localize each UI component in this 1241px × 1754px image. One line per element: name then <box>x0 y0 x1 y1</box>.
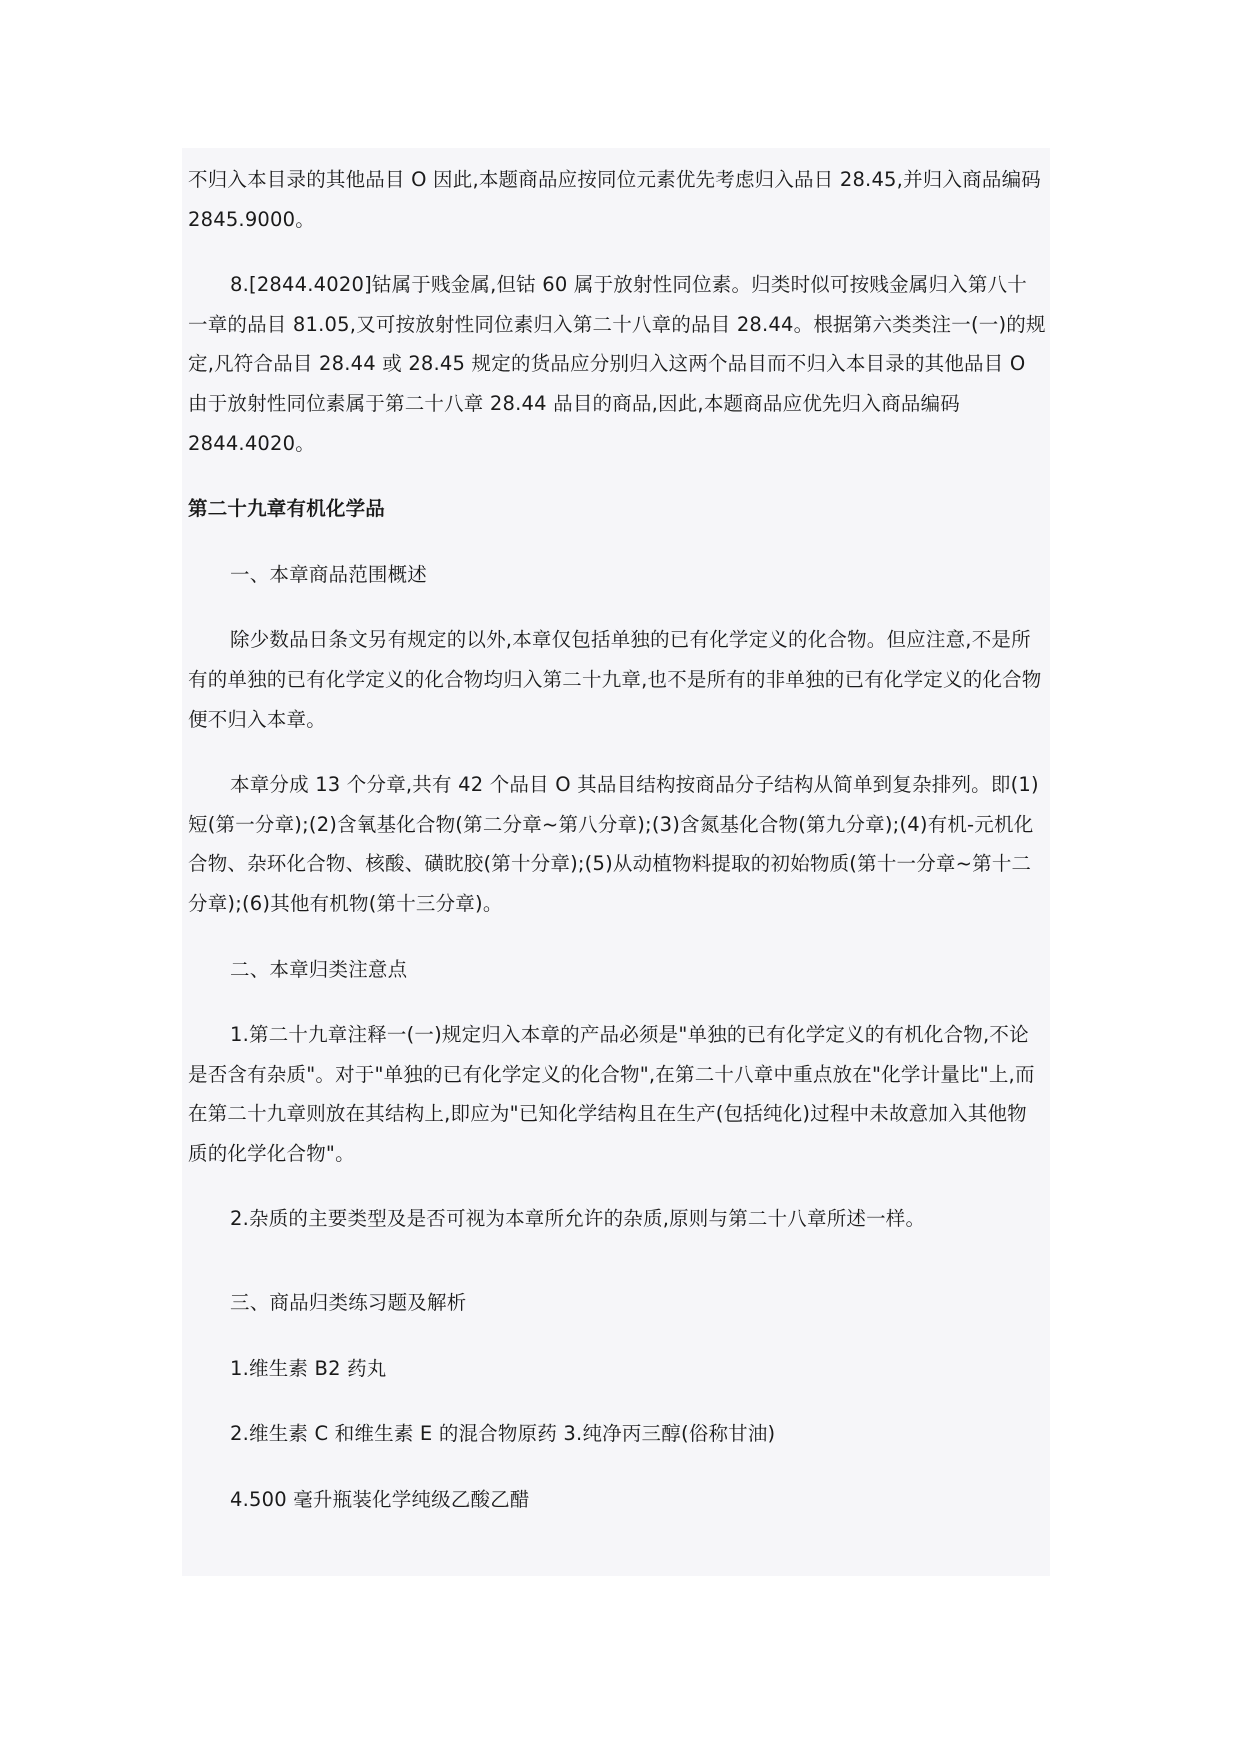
exercise-item-4: 4.500 毫升瓶装化学纯级乙酸乙醋 <box>230 1487 530 1511</box>
paragraph-note-1: 1.第二十九章注释一(一)规定归入本章的产品必须是"单独的已有化学定义的有机化合物,不论是否含有杂质"。对于"单独的已有化学定义的化合物",在第二十八章中重点放在"化学计量比"上,而在第二十九章则放在其结构上,即应为"已知化学结构且在生产(包括纯化)过程中未故意加入其他物质的化学化合物"。 <box>188 1023 1035 1165</box>
section-heading-2: 二、本章归类注意点 <box>230 957 408 981</box>
paragraph-answer-8: 8.[2844.4020]钴属于贱金属,但钴 60 属于放射性同位素。归类时似可按贱金属归入第八十一章的品目 81.05,又可按放射性同位素归入第二十八章的品目 28.44。根据第六类类注一(一)的规定,凡符合品目 28.44 或 28.45 规定的货品应分别归入这两个品目而不归入本目录的其他品目 O 由于放射性同位素属于第二十八章 28.44 品目的商品,因此,本题商品应优先归入商品编码 2844.4020。 <box>188 273 1046 455</box>
section-heading-3: 三、商品归类练习题及解析 <box>230 1291 467 1315</box>
paragraph-continuation: 不归入本目录的其他品目 O 因此,本题商品应按同位元素优先考虑归入品日 28.45,并归入商品编码 2845.9000。 <box>188 168 1041 231</box>
exercise-item-2-3: 2.维生素 C 和维生素 E 的混合物原药 3.纯净丙三醇(俗称甘油) <box>230 1422 776 1446</box>
paragraph-scope: 除少数品日条文另有规定的以外,本章仅包括单独的已有化学定义的化合物。但应注意,不是所有的单独的已有化学定义的化合物均归入第二十九章,也不是所有的非单独的已有化学定义的化合物便不归入本章。 <box>188 628 1042 731</box>
exercise-item-1: 1.维生素 B2 药丸 <box>230 1356 387 1380</box>
section-heading-1: 一、本章商品范围概述 <box>230 562 428 586</box>
document-body <box>188 160 1046 1519</box>
chapter-heading: 第二十九章有机化学品 <box>188 497 386 521</box>
paragraph-structure: 本章分成 13 个分章,共有 42 个品目 O 其品目结构按商品分子结构从简单到复杂排列。即(1)短(第一分章);(2)含氧基化合物(第二分章~第八分章);(3)含氮基化合物(第九分章);(4)有机-元机化合物、杂环化合物、核酸、磺眈胶(第十分章);(5)从动植物料提取的初始物质(第十一分章~第十二分章);(6)其他有机物(第十三分章)。 <box>188 773 1039 915</box>
paragraph-note-2: 2.杂质的主要类型及是否可视为本章所允许的杂质,原则与第二十八章所述一样。 <box>230 1207 926 1231</box>
